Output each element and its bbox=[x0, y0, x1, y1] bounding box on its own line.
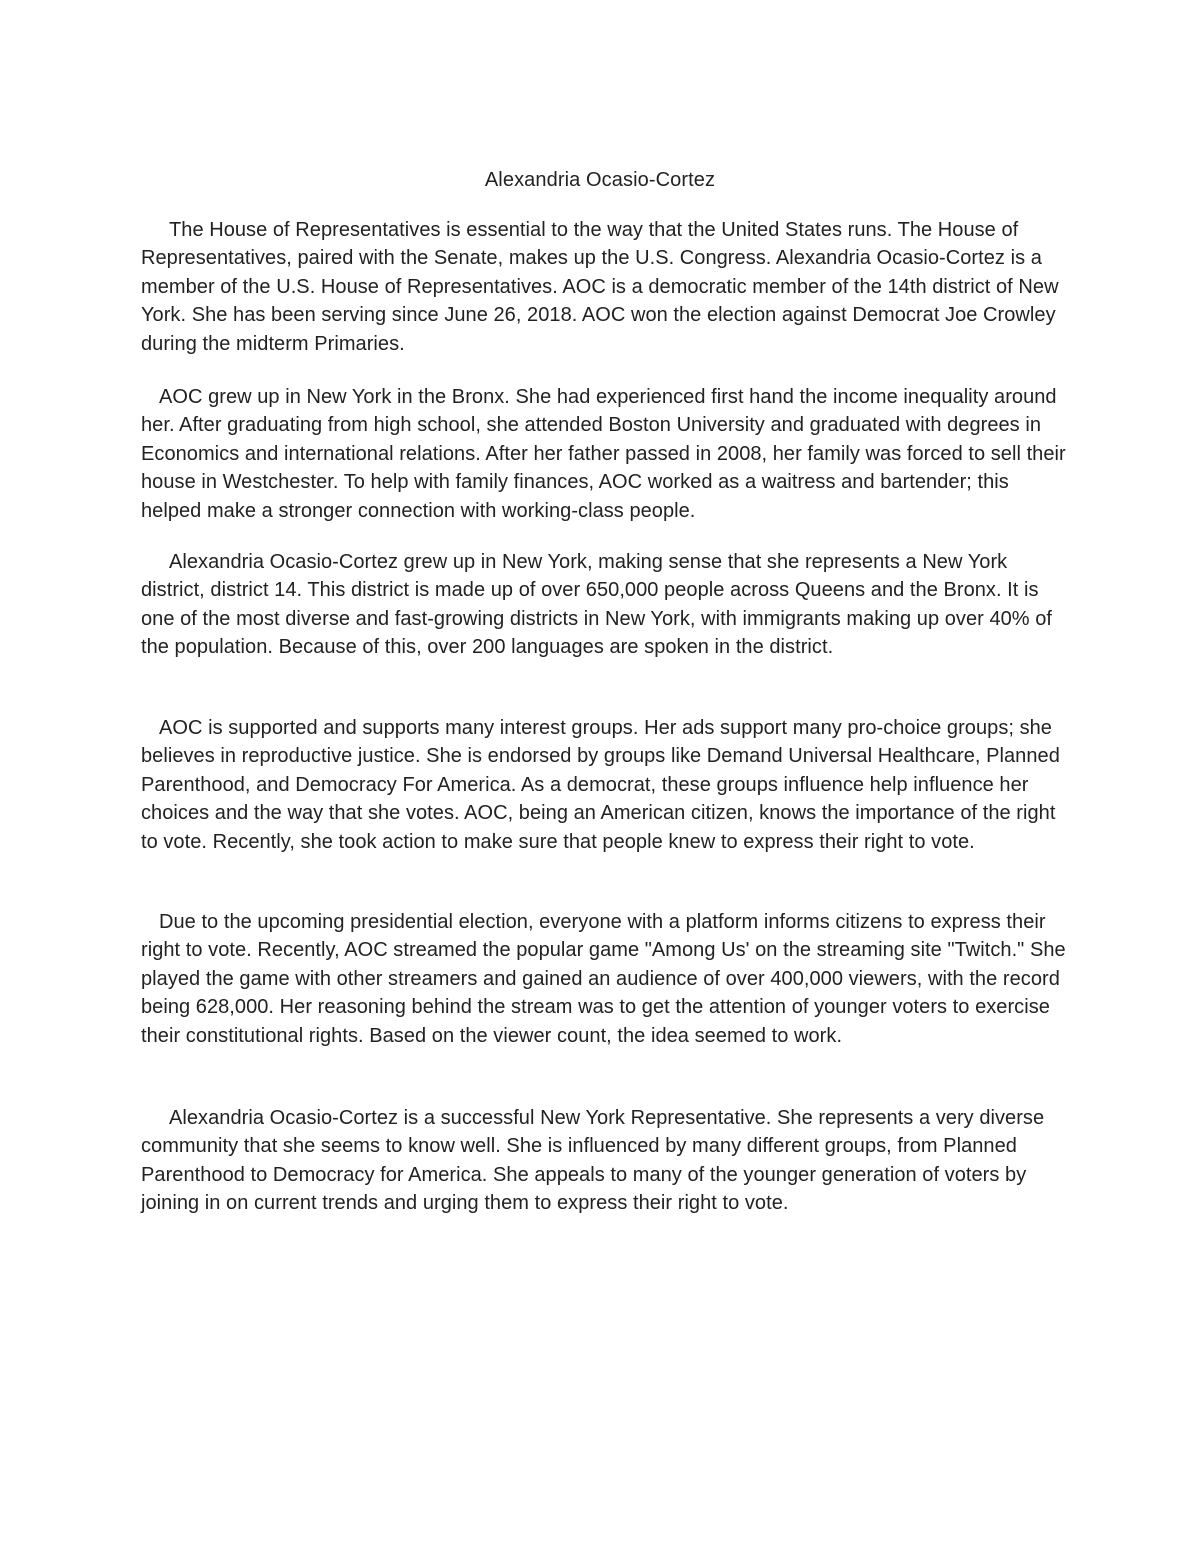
paragraph-interest-groups: AOC is supported and supports many interest groups. Her ads support many pro-choice groups; she believes in reproductive justice. She is endorsed by groups like Demand Universal Healthcare, Planned Parenthood, and Democracy For America. As a democrat, these groups influence help influence her choices and the way that she votes. AOC, being an American citizen, knows the importance of the right to vote. Recently, she took action to make sure that people knew to express their right to vote. bbox=[141, 717, 1060, 853]
paragraph-house-of-representatives: The House of Representatives is essential to the way that the United States runs. The House of Representatives, paired with the Senate, makes up the U.S. Congress. Alexandria Ocasio-Cortez is a member of the U.S. House of Representatives. AOC is a democratic member of the 14th district of New York. She has been serving since June 26, 2018. AOC won the election against Democrat Joe Crowley during the midterm Primaries. bbox=[141, 219, 1059, 355]
paragraph-conclusion: Alexandria Ocasio-Cortez is a successful New York Representative. She represents a very diverse community that she seems to know well. She is influenced by many different groups, from Planned Parenthood to Democracy for America. She appeals to many of the younger generation of voters by joining in on current trends and urging them to express their right to vote. bbox=[141, 1107, 1045, 1215]
paragraph-twitch-stream: Due to the upcoming presidential election, everyone with a platform informs citizens to express their right to vote. Recently, AOC streamed the popular game "Among Us' on the streaming site "Twitch." She played the game with other streamers and gained an audience of over 400,000 viewers, with the record being 628,000. Her reasoning behind the stream was to get the attention of younger voters to exercise their constitutional rights. Based on the viewer count, the idea seemed to work. bbox=[141, 911, 1066, 1047]
document-title: Alexandria Ocasio-Cortez bbox=[484, 169, 716, 191]
paragraph-district: Alexandria Ocasio-Cortez grew up in New York, making sense that she represents a New York district, district 14. This district is made up of over 650,000 people across Queens and the Bronx. It is one of the most diverse and fast-growing districts in New York, with immigrants making up over 40% of the population. Because of this, over 200 languages are spoken in the district. bbox=[141, 551, 1053, 659]
paragraph-early-life: AOC grew up in New York in the Bronx. She had experienced first hand the income inequality around her. After graduating from high school, she attended Boston University and graduated with degrees in Economics and international relations. After her father passed in 2008, her family was forced to sell their house in Westchester. To help with family finances, AOC worked as a waitress and bartender; this helped make a stronger connection with working-class people. bbox=[141, 386, 1066, 522]
